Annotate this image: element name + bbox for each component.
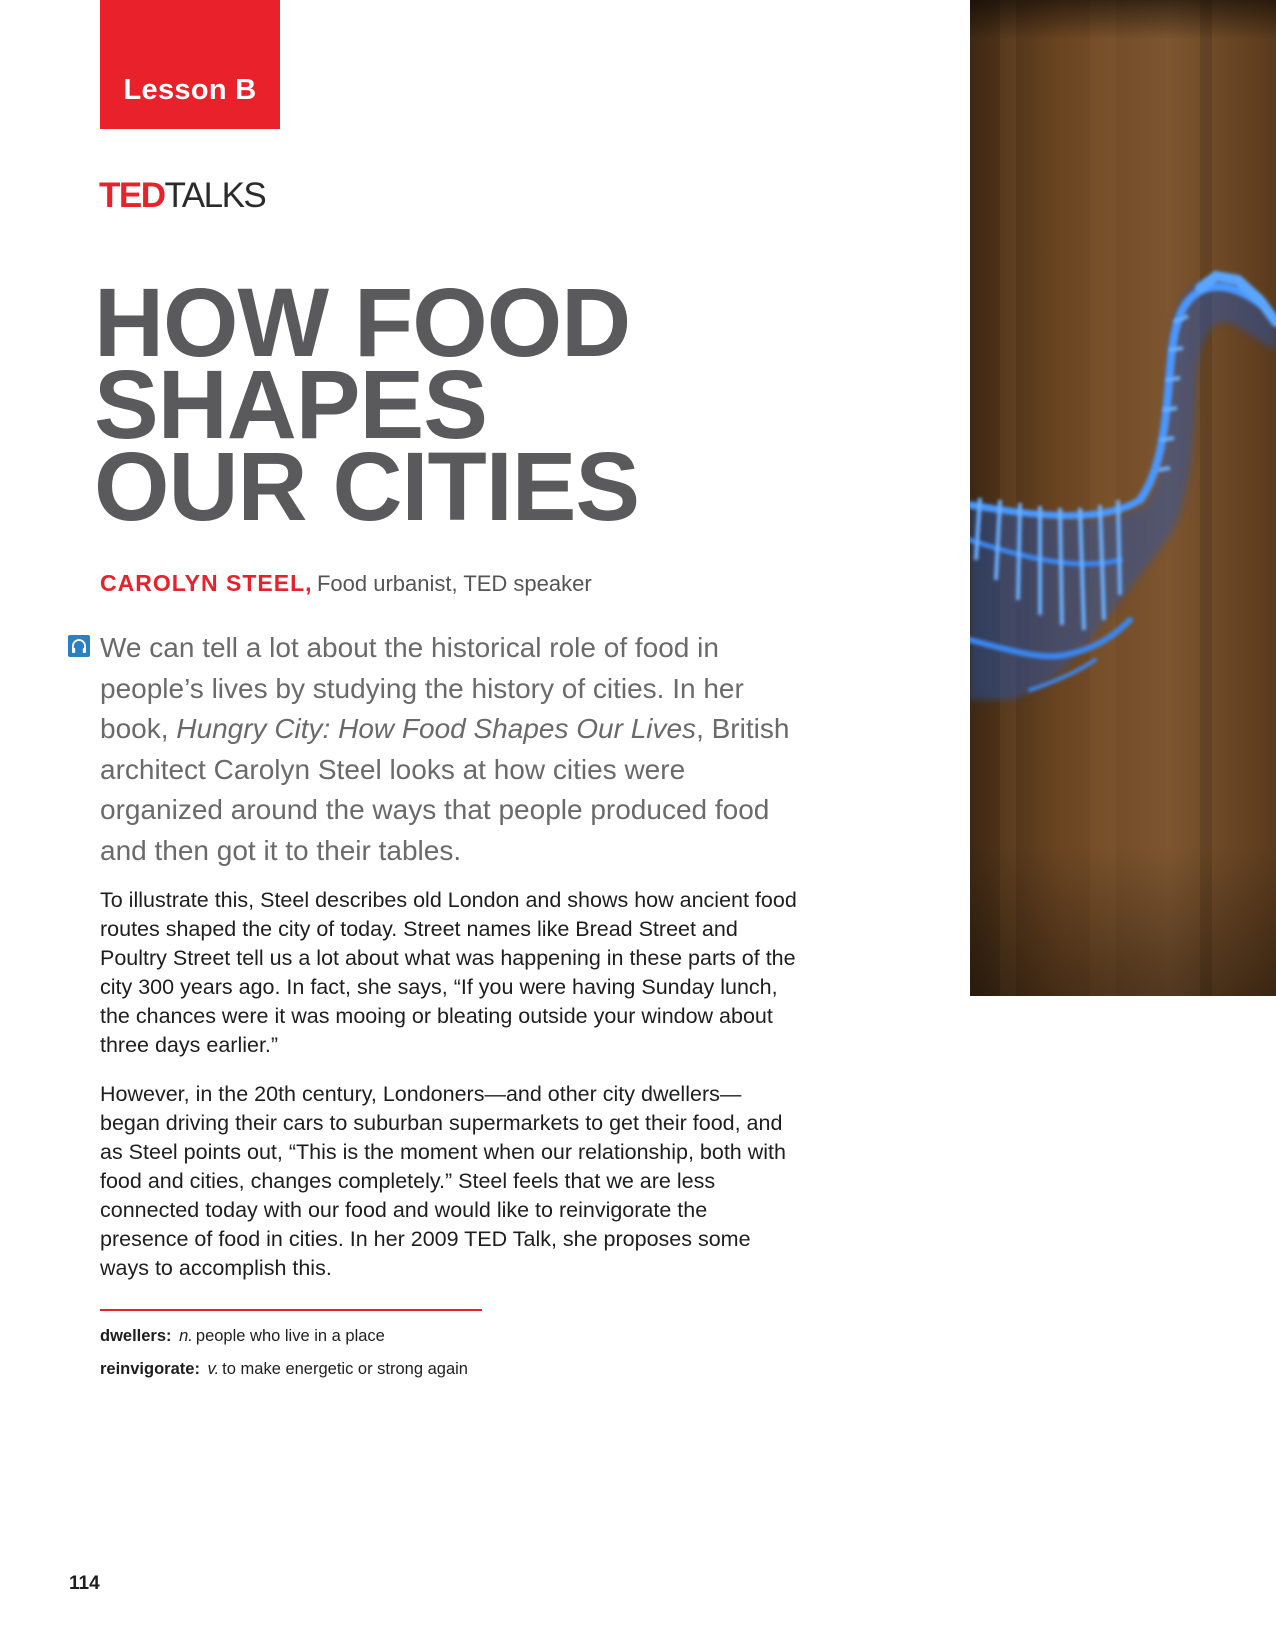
intro-text-after: , British architect Carolyn Steel looks at how cities were organized around the ways that people produced food and then got it to their tables.	[100, 713, 790, 866]
book-title: Hungry City: How Food Shapes Our Lives	[176, 713, 697, 744]
glossary-definition: people who live in a place	[195, 1327, 385, 1345]
logo-ted: TED	[99, 176, 165, 215]
glossary-term: dwellers:	[100, 1327, 172, 1345]
glossary-term: reinvigorate:	[100, 1360, 200, 1378]
bird-skeleton-photo	[970, 0, 1276, 996]
headphones-icon[interactable]	[68, 635, 90, 657]
title-line-3: OUR CITIES	[94, 432, 640, 541]
page-title	[94, 268, 640, 541]
speaker-role: Food urbanist, TED speaker	[316, 571, 592, 596]
glossary-pos: v.	[207, 1360, 220, 1378]
title-line-2: SHAPES	[94, 350, 487, 459]
title-line-1: HOW FOOD	[94, 268, 631, 377]
byline	[100, 570, 592, 597]
lesson-label: Lesson B	[123, 74, 257, 106]
intro-paragraph	[100, 628, 790, 871]
lesson-tab	[100, 0, 280, 129]
speaker-name: CAROLYN STEEL,	[100, 570, 313, 596]
glossary-entry	[100, 1359, 468, 1379]
logo-talks: TALKS	[164, 176, 266, 215]
glossary-divider	[100, 1309, 482, 1311]
tedtalks-logo	[99, 176, 265, 216]
body-paragraph-1: To illustrate this, Steel describes old London and shows how ancient food routes shaped the city of today. Street names like Bread Street and Poultry Street tell us a lot about what was happening in these parts of the city 300 years ago. In fact, she says, “If you were having Sunday lunch, the chances were it was mooing or bleating outside your window about three days earlier.”	[100, 888, 797, 1057]
glossary-entry	[100, 1326, 385, 1346]
intro-text-before: We can tell a lot about the historical role of food in people’s lives by studying the history of cities. In her book,	[100, 632, 744, 744]
glossary-pos: n.	[179, 1327, 193, 1345]
body-paragraph-2: However, in the 20th century, Londoners—and other city dwellers—began driving their cars to suburban supermarkets to get their food, and as Steel points out, “This is the moment when our relationship, both with food and cities, changes completely.” Steel feels that we are less connected today with our food and would like to reinvigorate the presence of food in cities. In her 2009 TED Talk, she proposes some ways to accomplish this.	[100, 1082, 786, 1280]
glossary-definition: to make energetic or strong again	[222, 1360, 468, 1378]
page-number: 114	[69, 1573, 100, 1594]
